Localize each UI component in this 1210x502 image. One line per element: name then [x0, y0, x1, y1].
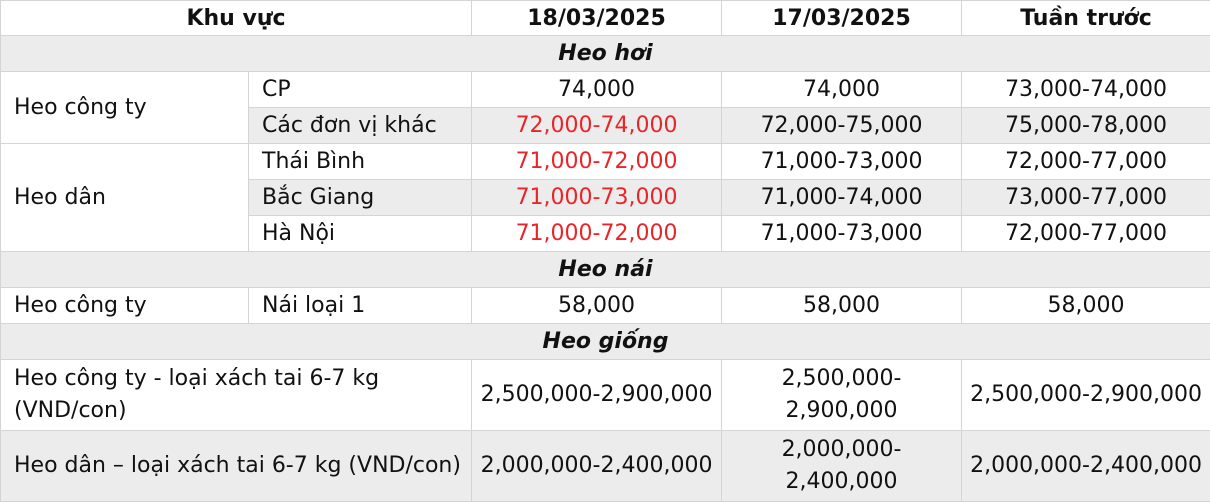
section-row: [1, 324, 1210, 360]
table-row: [1, 72, 1210, 108]
table-row: [1, 288, 1210, 324]
section-title-sow: Heo nái: [1, 252, 1210, 288]
price-date-1: 2,000,000-2,400,000: [472, 431, 722, 502]
price-date-1: 2,500,000-2,900,000: [472, 360, 722, 431]
header-region: Khu vực: [1, 1, 472, 36]
price-date-2: 2,500,000-2,900,000: [722, 360, 962, 431]
section-title-live: Heo hơi: [1, 36, 1210, 72]
group-label-farmer: Heo dân: [1, 144, 249, 252]
price-prev-week: 72,000-77,000: [962, 144, 1210, 180]
sub-label: Hà Nội: [249, 216, 472, 252]
price-date-1: 58,000: [472, 288, 722, 324]
group-label-company: Heo công ty: [1, 288, 249, 324]
price-prev-week: 2,500,000-2,900,000: [962, 360, 1210, 431]
price-prev-week: 73,000-77,000: [962, 180, 1210, 216]
price-date-1: 74,000: [472, 72, 722, 108]
price-date-1: 72,000-74,000: [472, 108, 722, 144]
table-row: [1, 431, 1210, 502]
group-label-company: Heo công ty: [1, 72, 249, 144]
sub-label: Bắc Giang: [249, 180, 472, 216]
breed-label: Heo công ty - loại xách tai 6-7 kg (VND/con): [1, 360, 472, 431]
sub-label: Thái Bình: [249, 144, 472, 180]
sub-label: CP: [249, 72, 472, 108]
section-row: [1, 36, 1210, 72]
price-date-2: 72,000-75,000: [722, 108, 962, 144]
table-row: [1, 144, 1210, 180]
price-date-2: 2,000,000-2,400,000: [722, 431, 962, 502]
price-prev-week: 58,000: [962, 288, 1210, 324]
price-date-1: 71,000-73,000: [472, 180, 722, 216]
sub-label: Nái loại 1: [249, 288, 472, 324]
header-date-2: 17/03/2025: [722, 1, 962, 36]
price-date-1: 71,000-72,000: [472, 216, 722, 252]
table-row: [1, 360, 1210, 431]
header-prev-week: Tuần trước: [962, 1, 1210, 36]
price-date-2: 74,000: [722, 72, 962, 108]
price-date-2: 71,000-74,000: [722, 180, 962, 216]
sub-label: Các đơn vị khác: [249, 108, 472, 144]
price-date-2: 71,000-73,000: [722, 216, 962, 252]
price-date-1: 71,000-72,000: [472, 144, 722, 180]
price-prev-week: 73,000-74,000: [962, 72, 1210, 108]
header-row: [1, 1, 1210, 36]
price-date-2: 71,000-73,000: [722, 144, 962, 180]
price-prev-week: 2,000,000-2,400,000: [962, 431, 1210, 502]
header-date-1: 18/03/2025: [472, 1, 722, 36]
price-date-2: 58,000: [722, 288, 962, 324]
price-prev-week: 72,000-77,000: [962, 216, 1210, 252]
section-title-breed: Heo giống: [1, 324, 1210, 360]
price-prev-week: 75,000-78,000: [962, 108, 1210, 144]
section-row: [1, 252, 1210, 288]
breed-label: Heo dân – loại xách tai 6-7 kg (VND/con): [1, 431, 472, 502]
